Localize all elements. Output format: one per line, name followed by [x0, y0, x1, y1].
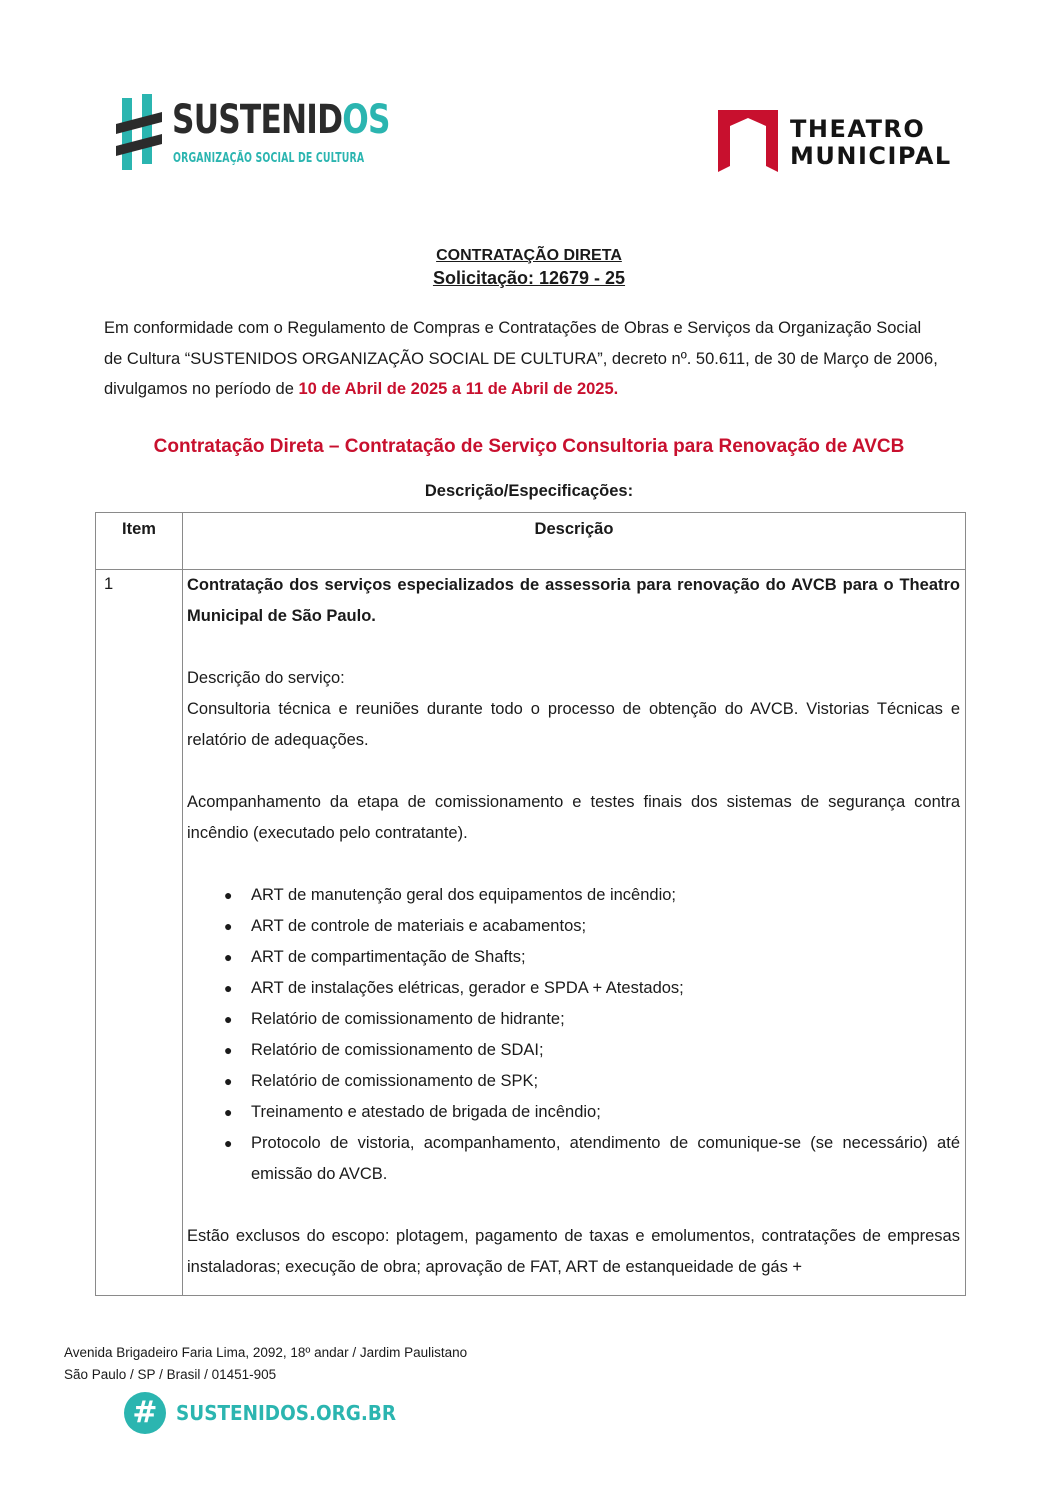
list-item: ● ART de compartimentação de Shafts; — [187, 942, 960, 973]
arch-portal-icon — [716, 108, 780, 174]
specifications-table — [95, 512, 966, 1296]
footer-website-logo — [124, 1392, 397, 1434]
followup-text: Acompanhamento da etapa de comissionamento e testes finais dos sistemas de segurança contra incêndio (executado pelo contratante). — [187, 793, 960, 842]
bullet-icon: ● — [224, 949, 233, 965]
specifications-heading: Descrição/Especificações: — [424, 482, 634, 500]
deliverables-list — [187, 880, 960, 1190]
website-link[interactable]: SUSTENIDOS.ORG.BR — [176, 1401, 397, 1425]
hash-sharp-icon — [116, 94, 166, 172]
list-item: ● Relatório de comissionamento de SDAI; — [187, 1035, 960, 1066]
footer-address: Avenida Brigadeiro Faria Lima, 2092, 18º andar / Jardim Paulistano São Paulo / SP / Brasil / 01451-905 — [64, 1345, 468, 1382]
publication-period: 10 de Abril de 2025 a 11 de Abril de 2025. — [298, 380, 619, 398]
theatro-municipal-logo — [716, 108, 956, 174]
document-title: CONTRATAÇÃO DIRETA — [436, 247, 622, 264]
exclusions-text: Estão exclusos do escopo: plotagem, pagamento de taxas e emolumentos, contratações de empresas instaladoras; execução de obra; aprovação de FAT, ART de estanqueidade de gás + — [187, 1227, 960, 1276]
bullet-icon: ● — [224, 980, 233, 996]
service-label: Descrição do serviço: — [187, 669, 345, 687]
sustenidos-subtitle: ORGANIZAÇÃO SOCIAL DE CULTURA — [173, 151, 365, 166]
column-divider — [182, 513, 183, 1295]
list-item: ● Protocolo de vistoria, acompanhamento, atendimento de comunique-se (se necessário) até emissão do AVCB. — [187, 1128, 960, 1190]
service-title: Contratação dos serviços especializados de assessoria para renovação do AVCB para o Theatro Municipal de São Paulo. — [187, 576, 960, 625]
theatro-municipal-wordmark: THEATRO MUNICIPAL — [790, 115, 952, 170]
subject-heading: Contratação Direta – Contratação de Serviço Consultoria para Renovação de AVCB — [153, 436, 905, 457]
bullet-icon: ● — [224, 1011, 233, 1027]
bullet-icon: ● — [224, 1042, 233, 1058]
bullet-icon: ● — [224, 1073, 233, 1089]
list-item: ● ART de instalações elétricas, gerador e SPDA + Atestados; — [187, 973, 960, 1004]
bullet-icon: ● — [224, 1104, 233, 1120]
column-header-item: Item — [122, 520, 156, 538]
request-number: Solicitação: 12679 - 25 — [432, 268, 626, 288]
bullet-icon: ● — [224, 887, 233, 903]
list-item: ● Relatório de comissionamento de hidrante; — [187, 1004, 960, 1035]
row-description — [187, 570, 960, 1283]
list-item: ● ART de controle de materiais e acabamentos; — [187, 911, 960, 942]
hash-circle-icon: # — [124, 1392, 166, 1434]
column-header-description: Descrição — [534, 520, 614, 538]
intro-paragraph: Em conformidade com o Regulamento de Compras e Contratações de Obras e Serviços da Organização Social de Cultura “SUSTENIDOS ORGANIZAÇÃO SOCIAL DE CULTURA”, decreto nº. 50.611, de 30 de Março de 2006, divulgamos no período de 10 de Abril de 2025 a 11 de Abril de 2025. — [104, 319, 938, 398]
list-item: ● ART de manutenção geral dos equipamentos de incêndio; — [187, 880, 960, 911]
sustenidos-logo — [116, 94, 390, 174]
list-item: ● Treinamento e atestado de brigada de incêndio; — [187, 1097, 960, 1128]
list-item: ● Relatório de comissionamento de SPK; — [187, 1066, 960, 1097]
row-item-number: 1 — [104, 575, 114, 593]
bullet-icon: ● — [224, 1135, 233, 1151]
service-text: Consultoria técnica e reuniões durante todo o processo de obtenção do AVCB. Vistorias Técnicas e relatório de adequações. — [187, 700, 960, 749]
bullet-icon: ● — [224, 918, 233, 934]
sustenidos-wordmark: SUSTENIDOS — [172, 97, 390, 143]
